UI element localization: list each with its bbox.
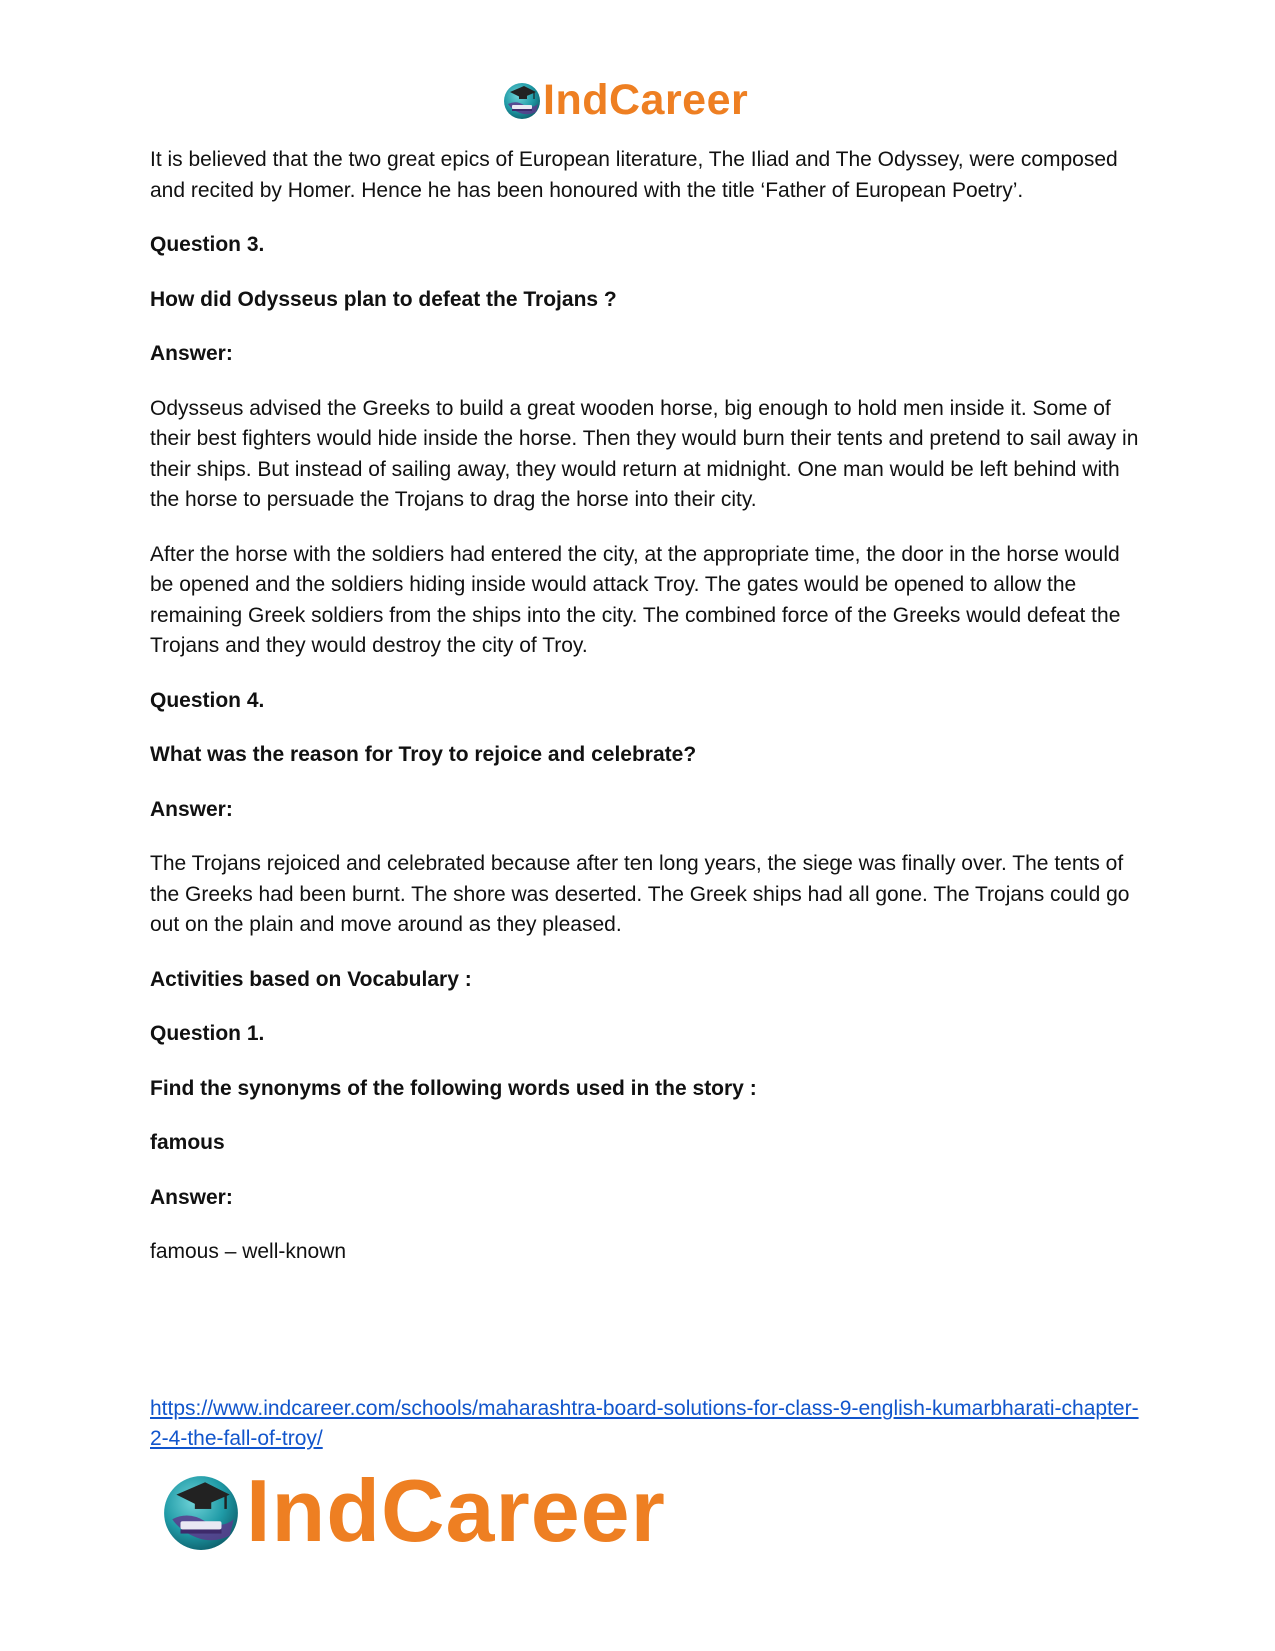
question-4-answer-label: Answer: [150, 797, 233, 821]
vocabulary-answer-label: Answer: [150, 1185, 233, 1209]
header-logo [502, 78, 748, 122]
vocabulary-question-1-text: Find the synonyms of the following words used in the story : [150, 1076, 757, 1100]
vocabulary-heading: Activities based on Vocabulary : [150, 967, 472, 991]
footer-logo-text: IndCareer [246, 1461, 666, 1560]
globe-graduation-cap-book-icon [502, 80, 542, 120]
source-url-link[interactable]: https://www.indcareer.com/schools/maharashtra-board-solutions-for-class-9-english-kumarbharati-chapter-2-4-the-fall-of-troy/ [150, 1397, 1139, 1450]
vocabulary-word: famous [150, 1131, 225, 1154]
footer-logo [160, 1461, 666, 1560]
vocabulary-question-1-label: Question 1. [150, 1022, 265, 1045]
globe-graduation-cap-book-icon [160, 1470, 242, 1552]
question-4-text: What was the reason for Troy to rejoice and celebrate? [150, 743, 697, 766]
document-body [150, 145, 1140, 1292]
question-3-answer-label: Answer: [150, 342, 233, 365]
vocabulary-answer: famous – well-known [150, 1240, 347, 1263]
question-3-text: How did Odysseus plan to defeat the Trojans ? [150, 287, 617, 311]
question-4-label: Question 4. [150, 688, 265, 712]
intro-paragraph: It is believed that the two great epics of European literature, The Iliad and The Odyssey, were composed and recited by Homer. Hence he has been honoured with the title ‘Father of European Poetry’. [150, 148, 1118, 202]
header-logo-text: IndCareer [543, 76, 749, 124]
question-3-answer-paragraph-1: Odysseus advised the Greeks to build a great wooden horse, big enough to hold men inside it. Some of their best fighters would hide inside the horse. Then they would burn their tents and pretend to sail away in their ships. But instead of sailing away, they would return at midnight. One man would be left behind with the horse to persuade the Trojans to drag the horse into their city. [150, 396, 1139, 511]
question-3-answer-paragraph-2: After the horse with the soldiers had entered the city, at the appropriate time, the door in the horse would be opened and the soldiers hiding inside would attack Troy. The gates would be opened to allow the remaining Greek soldiers from the ships into the city. The combined force of the Greeks would defeat the Trojans and they would destroy the city of Troy. [150, 542, 1121, 657]
question-4-answer: The Trojans rejoiced and celebrated because after ten long years, the siege was finally over. The tents of the Greeks had been burnt. The shore was deserted. The Greek ships had all gone. The Trojans could go out on the plain and move around as they pleased. [150, 852, 1130, 936]
question-3-label: Question 3. [150, 233, 265, 256]
